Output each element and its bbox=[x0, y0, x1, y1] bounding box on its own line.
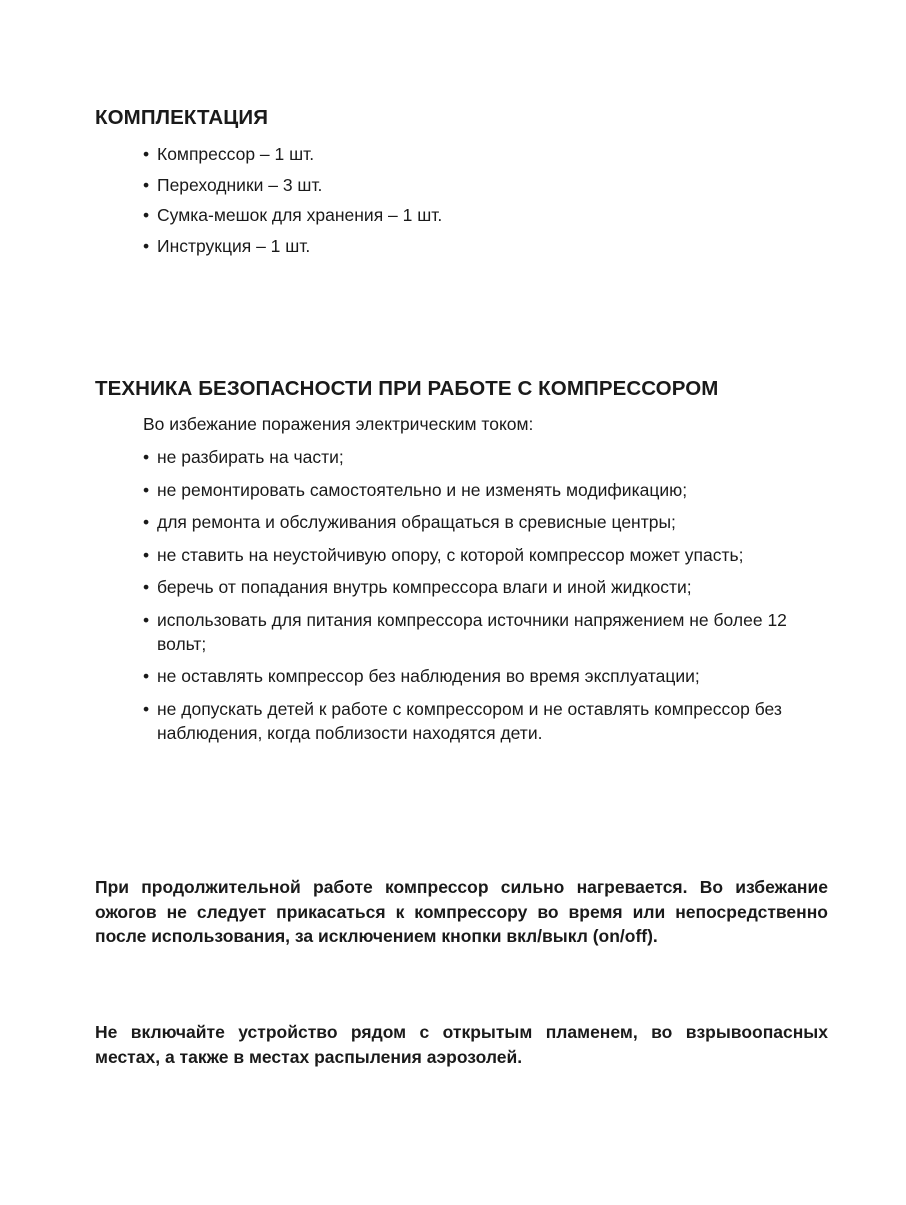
safety-list-item bbox=[141, 664, 845, 688]
safety-item-text: беречь от попадания внутрь компрессора влаги и иной жидкости; bbox=[157, 577, 692, 597]
bullet-icon: • bbox=[143, 447, 150, 467]
safety-list-item bbox=[141, 575, 845, 599]
kit-item-text: Сумка-мешок для хранения – 1 шт. bbox=[157, 205, 443, 225]
safety-list-item bbox=[141, 608, 827, 656]
kit-list bbox=[141, 142, 442, 264]
bullet-icon: • bbox=[143, 666, 150, 686]
bullet-icon: • bbox=[143, 479, 150, 500]
bullet-icon: • bbox=[143, 174, 150, 195]
kit-item-text: Инструкция – 1 шт. bbox=[157, 235, 311, 256]
safety-item-text: не ремонтировать самостоятельно и не изменять модификацию; bbox=[157, 479, 688, 500]
bullet-icon: • bbox=[143, 512, 150, 532]
kit-section-title: КОМПЛЕКТАЦИЯ bbox=[95, 106, 269, 129]
kit-list-item bbox=[141, 173, 442, 197]
bullet-icon: • bbox=[143, 698, 150, 719]
safety-intro: Во избежание поражения электрическим током: bbox=[143, 414, 534, 434]
safety-list-item bbox=[141, 510, 845, 534]
safety-list-item bbox=[141, 543, 845, 567]
kit-list-item bbox=[141, 142, 442, 166]
safety-list-item bbox=[141, 445, 845, 469]
safety-item-text: для ремонта и обслуживания обращаться в сревисные центры; bbox=[157, 512, 676, 532]
safety-list-item bbox=[141, 478, 845, 502]
kit-item-text: Переходники – 3 шт. bbox=[157, 174, 323, 195]
safety-item-text: не разбирать на части; bbox=[157, 447, 344, 467]
safety-item-text: не допускать детей к работе с компрессором и не оставлять компрессор без наблюдения, когда поблизости находятся дети. bbox=[157, 698, 782, 743]
safety-item-text: не ставить на неустойчивую опору, с которой компрессор может упасть; bbox=[157, 544, 744, 565]
bullet-icon: • bbox=[143, 144, 150, 164]
fire-warning: Не включайте устройство рядом с открытым пламенем, во взрывоопасных местах, а также в местах распыления аэрозолей. bbox=[95, 1022, 828, 1067]
safety-section-title: ТЕХНИКА БЕЗОПАСНОСТИ ПРИ РАБОТЕ С КОМПРЕССОРОМ bbox=[95, 377, 719, 400]
kit-list-item bbox=[141, 203, 442, 227]
kit-item-text: Компрессор – 1 шт. bbox=[157, 144, 315, 164]
bullet-icon: • bbox=[143, 235, 150, 256]
bullet-icon: • bbox=[143, 577, 150, 597]
bullet-icon: • bbox=[143, 609, 150, 630]
bullet-icon: • bbox=[143, 205, 150, 225]
safety-list-item bbox=[141, 697, 845, 745]
heat-warning: При продолжительной работе компрессор сильно нагревается. Во избежание ожогов не следует прикасаться к компрессору во время или непосредственно после использования, за исключением кнопки вкл/выкл (on/off). bbox=[95, 877, 828, 946]
bullet-icon: • bbox=[143, 544, 150, 565]
safety-list bbox=[141, 445, 845, 753]
safety-item-text: не оставлять компрессор без наблюдения во время эксплуатации; bbox=[157, 666, 700, 686]
kit-list-item bbox=[141, 234, 442, 258]
safety-item-text: использовать для питания компрессора источники напряжением не более 12 вольт; bbox=[157, 609, 787, 654]
